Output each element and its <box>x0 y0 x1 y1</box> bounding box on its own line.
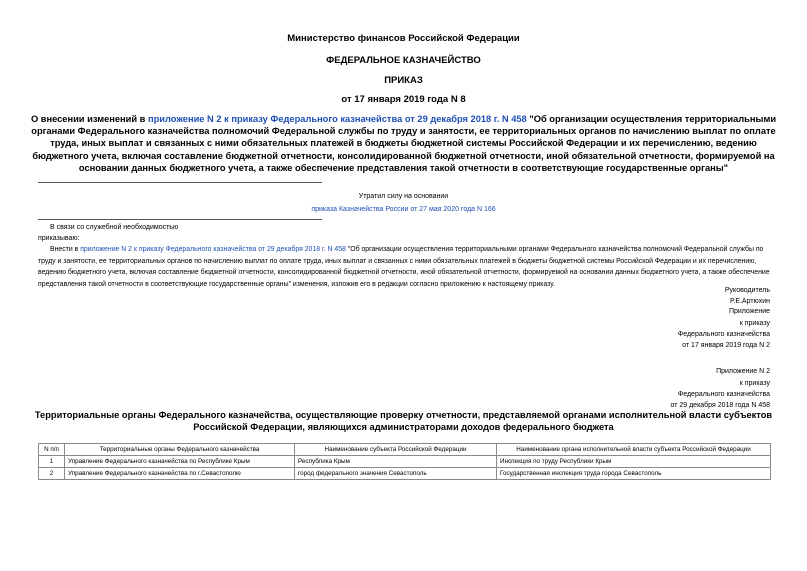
territorial-bodies-table <box>38 443 771 480</box>
doc-type-heading: ПРИКАЗ <box>384 75 423 86</box>
table-header-row <box>39 444 771 456</box>
appendix2-line: к приказу <box>739 380 770 387</box>
body-link[interactable]: приложение N 2 к приказу Федерального казначейства от 29 декабря 2018 г. N 458 <box>80 246 346 253</box>
agency-heading: ФЕДЕРАЛЬНОЕ КАЗНАЧЕЙСТВО <box>326 55 481 66</box>
body-paragraph <box>38 244 770 291</box>
col-header-number: N п/п <box>39 444 65 456</box>
divider <box>38 182 322 183</box>
doc-date: от 17 января 2019 года N 8 <box>341 94 466 105</box>
title-prefix: О внесении изменений в <box>30 114 148 124</box>
signature-role: Руководитель <box>724 287 770 294</box>
authority-cell: Государственная инспекция труда города Севастополь <box>497 468 771 480</box>
treasury-body-cell: Управление Федерального казначейства по Республике Крым <box>65 456 295 468</box>
lost-force-link[interactable]: приказа Казначейства России от 27 мая 2020 года N 166 <box>311 206 496 213</box>
document-title <box>30 113 777 174</box>
lost-force-note: Утратил силу на основании <box>358 193 449 200</box>
body-rest: "Об организации осуществления территориальными органами Федерального казначейства полномочий Федеральной службы по труду и занятости, ее территориальных органов по начислению выплат по оплате труда, иных выплат и связанных с ними обязательных платежей в бюджеты бюджетной системы Российской Федерации и их перечислению, ведению бюджетного учета, включая составление бюджетной отчетности, консолидированной бюджетной отчетности, иной обязательной отчетности, формируемой на основании данных бюджетного учета, а также обеспечение представления такой отчетности в соответствующие государственные органы" изменения, изложив его в редакции согласно приложению к настоящему приказу. <box>38 246 770 289</box>
col-header-subject: Наименование субъекта Российской Федерации <box>295 444 497 456</box>
table-title: Территориальные органы Федерального казначейства, осуществляющие проверку отчетности, представляемой органами исполнительной власти субъектов Российской Федерации, являющихся администраторами доходов федерального бюджета <box>34 410 773 432</box>
appendix1-line: Федерального казначейства <box>677 331 770 338</box>
table-row <box>39 456 771 468</box>
body-prefix: Внести в <box>50 246 81 253</box>
appendix2-line: от 29 декабря 2018 года N 458 <box>670 402 770 409</box>
treasury-body-cell: Управление Федерального казначейства по г.Севастополю <box>65 468 295 480</box>
authority-cell: Инспекция по труду Республики Крым <box>497 456 771 468</box>
divider <box>38 219 322 220</box>
appendix2-line: Приложение N 2 <box>716 368 770 375</box>
appendix1-line: к приказу <box>739 320 770 327</box>
title-link[interactable]: приложение N 2 к приказу Федерального казначейства от 29 декабря 2018 г. N 458 <box>147 114 527 124</box>
intro-paragraph: В связи со служебной необходимостью <box>50 224 179 231</box>
col-header-authority: Наименование органа исполнительной власти субъекта Российской Федерации <box>497 444 771 456</box>
signature-name: Р.Е.Артюхин <box>730 298 770 305</box>
appendix1-line: Приложение <box>728 308 770 315</box>
subject-cell: город федерального значения Севастополь <box>295 468 497 480</box>
table-row <box>39 468 771 480</box>
title-rest: "Об организации осуществления территориальными органами Федерального казначейства полномочий Федеральной службы по труду и занятости, ее территориальных органов по начислению выплат по оплате труда, иных выплат и связанных с ними обязательных платежей в бюджеты бюджетной системы Российской Федерации и их перечислению, ведению бюджетного учета, включая составление бюджетной отчетности, консолидированной бюджетной отчетности, иной обязательной отчетности, формируемой на основании данных бюджетного учета, а также обеспечение представления такой отчетности в соответствующие государственные органы" <box>31 114 777 173</box>
appendix2-line: Федерального казначейства <box>677 391 770 398</box>
ministry-heading: Министерство финансов Российской Федерации <box>287 33 520 44</box>
row-number: 2 <box>39 468 65 480</box>
col-header-treasury-body: Территориальные органы Федерального казначейства <box>65 444 295 456</box>
appendix1-line: от 17 января 2019 года N 2 <box>682 342 770 349</box>
order-word: приказываю: <box>38 235 80 242</box>
subject-cell: Республика Крым <box>295 456 497 468</box>
row-number: 1 <box>39 456 65 468</box>
